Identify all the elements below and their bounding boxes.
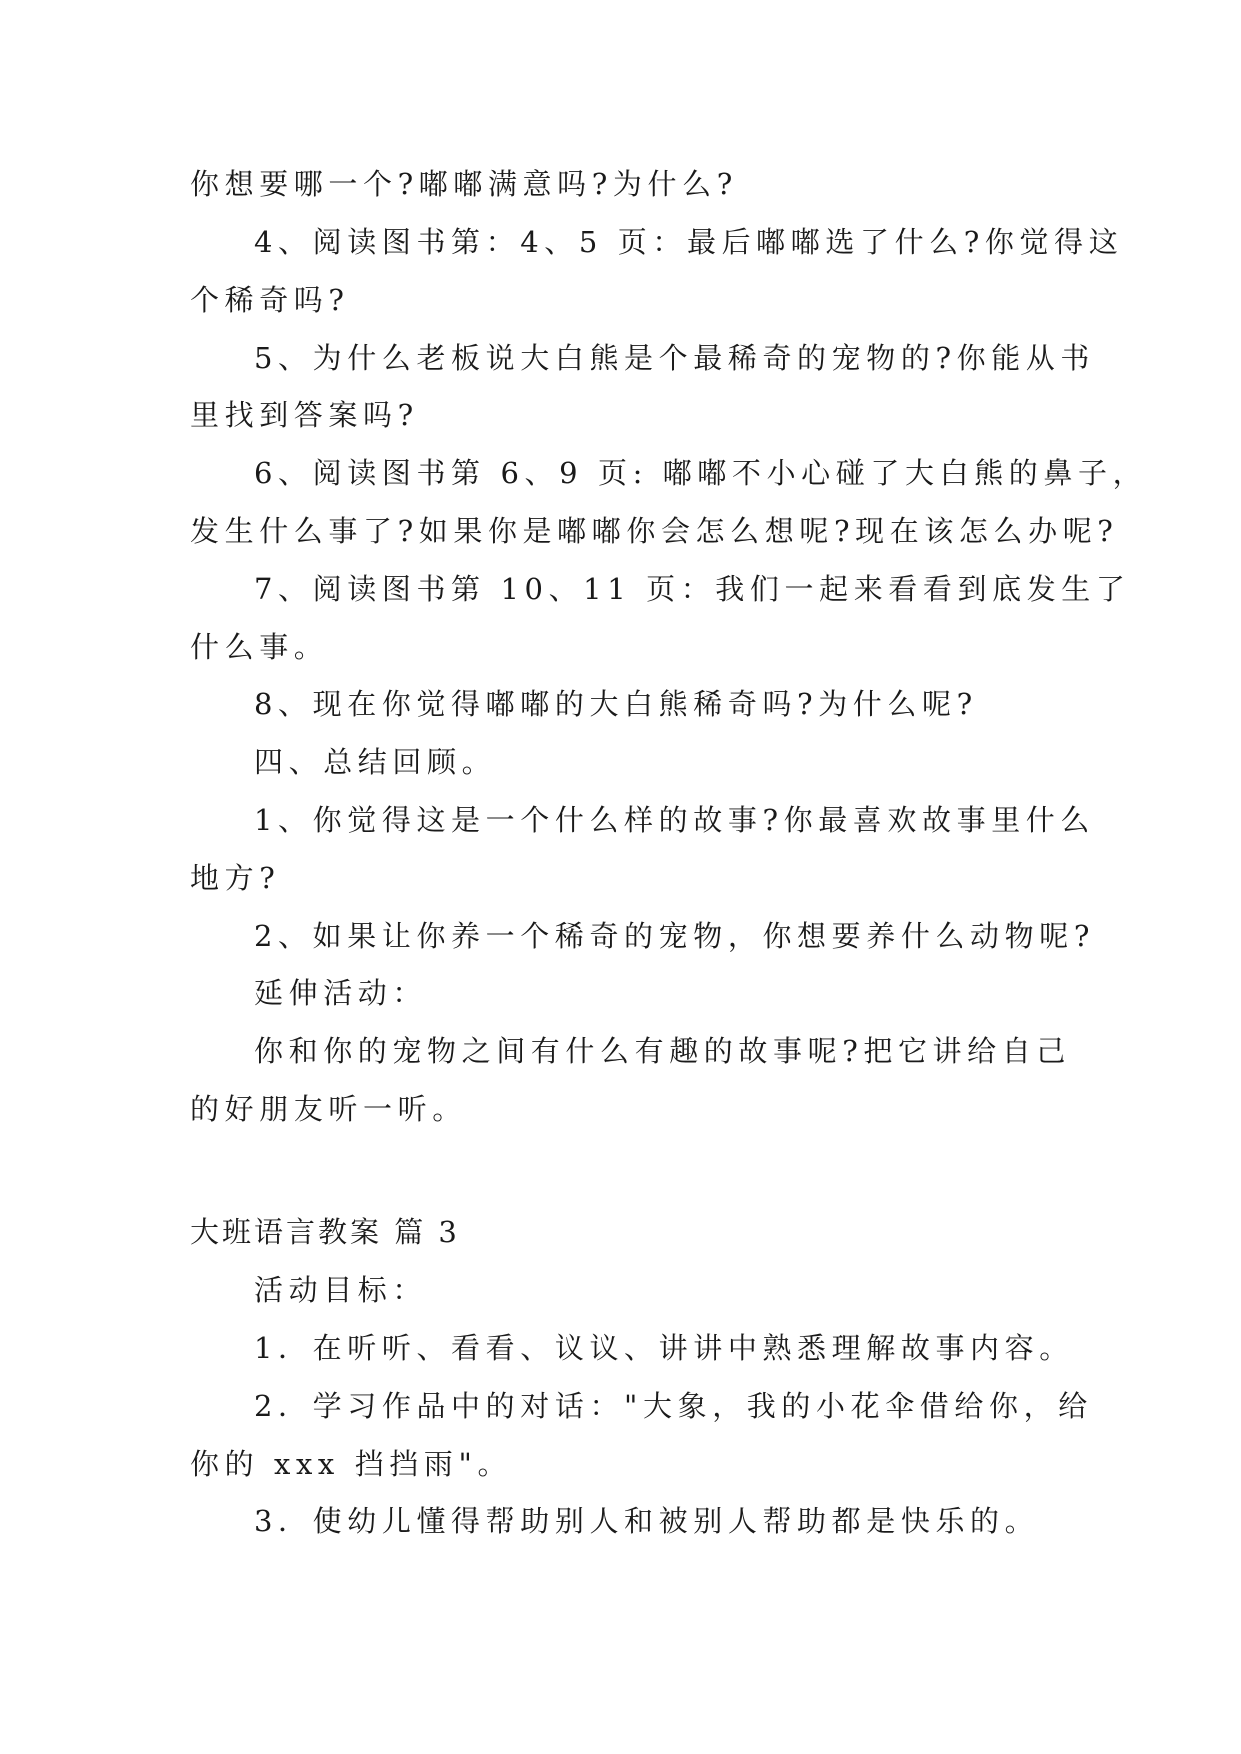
text-line-12: 1、你觉得这是一个什么样的故事?你最喜欢故事里什么 xyxy=(254,803,1095,837)
text-line-6: 6、阅读图书第 6、9 页: 嘟嘟不小心碰了大白熊的鼻子， xyxy=(254,456,1148,490)
text-line-8: 7、阅读图书第 10、11 页：我们一起来看看到底发生了 xyxy=(254,572,1131,606)
text-line-13: 地方? xyxy=(190,861,281,895)
text-line-2: 4、阅读图书第：4、5 页：最后嘟嘟选了什么?你觉得这 xyxy=(254,225,1124,259)
text-line-3: 个稀奇吗? xyxy=(190,283,350,317)
text-line-11: 四、总结回顾。 xyxy=(254,745,497,779)
text-line-17: 的好朋友听一听。 xyxy=(190,1092,467,1126)
text-line-22: 你的 xxx 挡挡雨"。 xyxy=(190,1447,513,1481)
text-line-16: 你和你的宠物之间有什么有趣的故事呢?把它讲给自己 xyxy=(254,1034,1071,1068)
text-line-9: 什么事。 xyxy=(190,630,329,664)
text-line-21: 2．学习作品中的对话："大象，我的小花伞借给你，给 xyxy=(254,1389,1093,1423)
text-line-7: 发生什么事了?如果你是嘟嘟你会怎么想呢?现在该怎么办呢? xyxy=(190,514,1119,548)
text-line-19: 活动目标： xyxy=(254,1273,428,1307)
section-heading: 大班语言教案 篇 3 xyxy=(190,1215,460,1249)
text-line-10: 8、现在你觉得嘟嘟的大白熊稀奇吗?为什么呢? xyxy=(254,687,978,721)
text-line-5: 里找到答案吗? xyxy=(190,398,419,432)
text-line-15: 延伸活动： xyxy=(254,976,428,1010)
text-line-1: 你想要哪一个?嘟嘟满意吗?为什么? xyxy=(190,167,738,201)
text-line-23: 3．使幼儿懂得帮助别人和被别人帮助都是快乐的。 xyxy=(254,1504,1040,1538)
text-line-20: 1．在听听、看看、议议、讲讲中熟悉理解故事内容。 xyxy=(254,1331,1074,1365)
text-line-4: 5、为什么老板说大白熊是个最稀奇的宠物的?你能从书 xyxy=(254,341,1095,375)
text-line-14: 2、如果让你养一个稀奇的宠物，你想要养什么动物呢? xyxy=(254,919,1095,953)
